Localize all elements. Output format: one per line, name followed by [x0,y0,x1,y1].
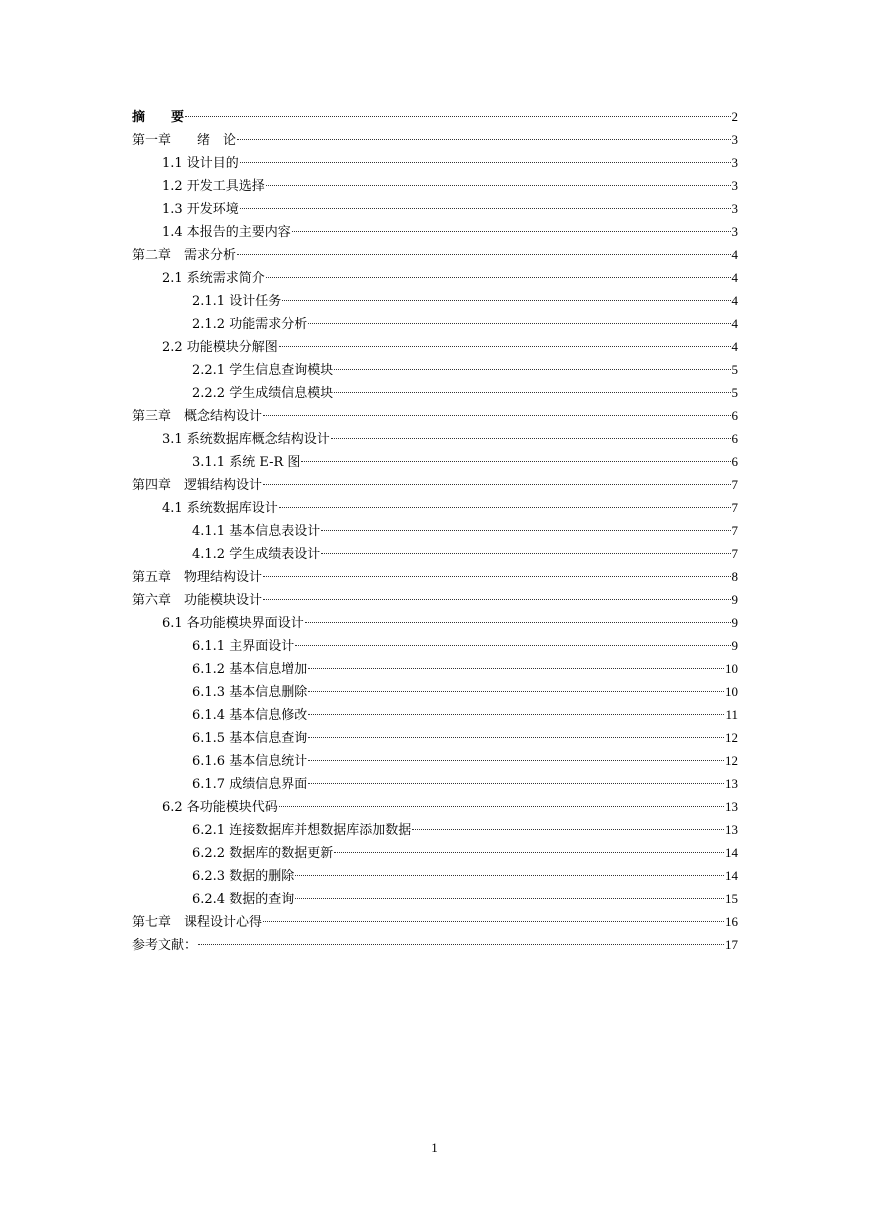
toc-entry[interactable] [132,312,738,335]
toc-entry-page: 9 [731,592,738,607]
toc-entry-title: 第五章 物理结构设计 [132,570,263,585]
toc-dot-leader [185,116,730,117]
toc-entry-title: 6.1.7 成绩信息界面 [192,777,308,792]
toc-entry-title: 6.1.1 主界面设计 [192,639,295,654]
toc-entry[interactable] [132,496,738,519]
toc-entry-page: 9 [731,638,738,653]
toc-entry-page: 16 [725,914,738,929]
toc-entry[interactable] [132,795,738,818]
toc-dot-leader [334,369,730,370]
toc-entry[interactable] [132,105,738,128]
toc-entry-title: 3.1.1 系统 E-R 图 [192,455,301,470]
toc-entry-title: 1.4 本报告的主要内容 [162,225,291,240]
toc-entry-title: 摘 要 [132,110,185,125]
toc-entry-title: 2.2.1 学生信息查询模块 [192,363,334,378]
toc-entry[interactable] [132,128,738,151]
toc-entry[interactable] [132,726,738,749]
page-number: 1 [431,1140,438,1155]
toc-dot-leader [308,714,724,715]
toc-entry-title: 第四章 逻辑结构设计 [132,478,263,493]
toc-entry-title: 4.1 系统数据库设计 [162,501,278,516]
toc-entry[interactable] [132,243,738,266]
toc-entry-page: 3 [731,178,738,193]
toc-entry[interactable] [132,841,738,864]
toc-entry-page: 2 [731,109,738,124]
toc-entry[interactable] [132,174,738,197]
toc-dot-leader [263,599,730,600]
toc-entry[interactable] [132,289,738,312]
toc-entry-title: 2.1.1 设计任务 [192,294,282,309]
toc-entry-title: 1.3 开发环境 [162,202,239,217]
toc-dot-leader [237,139,730,140]
toc-dot-leader [308,737,724,738]
toc-entry-title: 3.1 系统数据库概念结构设计 [162,432,330,447]
toc-dot-leader [412,829,724,830]
toc-entry-title: 6.2.3 数据的删除 [192,869,295,884]
toc-entry-title: 6.2.1 连接数据库并想数据库添加数据 [192,823,412,838]
toc-entry[interactable] [132,910,738,933]
toc-entry-page: 7 [731,523,738,538]
toc-dot-leader [321,553,730,554]
toc-entry[interactable] [132,887,738,910]
toc-entry-page: 17 [725,937,738,952]
toc-entry-page: 6 [731,431,738,446]
toc-entry-title: 2.1.2 功能需求分析 [192,317,308,332]
toc-entry[interactable] [132,450,738,473]
toc-entry-title: 第一章 绪 论 [132,133,237,148]
toc-dot-leader [308,783,724,784]
toc-entry-page: 3 [731,224,738,239]
toc-entry-title: 4.1.2 学生成绩表设计 [192,547,321,562]
toc-dot-leader [292,231,731,232]
toc-entry-page: 12 [725,730,738,745]
toc-dot-leader [305,622,731,623]
toc-dot-leader [263,921,724,922]
toc-dot-leader [295,875,724,876]
toc-entry[interactable] [132,818,738,841]
toc-entry[interactable] [132,749,738,772]
toc-entry-page: 5 [731,362,738,377]
toc-entry-title: 2.1 系统需求简介 [162,271,265,286]
toc-entry[interactable] [132,565,738,588]
toc-entry[interactable] [132,381,738,404]
toc-entry[interactable] [132,772,738,795]
toc-entry[interactable] [132,404,738,427]
toc-dot-leader [295,645,730,646]
toc-entry-page: 10 [725,661,738,676]
toc-dot-leader [282,300,730,301]
toc-entry-title: 第六章 功能模块设计 [132,593,263,608]
toc-entry-title: 6.1 各功能模块界面设计 [162,616,304,631]
toc-entry-title: 2.2 功能模块分解图 [162,340,278,355]
toc-entry-title: 6.2 各功能模块代码 [162,800,278,815]
toc-entry-page: 4 [731,247,738,262]
toc-entry-page: 7 [731,546,738,561]
toc-entry-page: 7 [731,477,738,492]
toc-entry-page: 4 [731,339,738,354]
toc-entry-page: 4 [731,293,738,308]
toc-entry-page: 4 [731,270,738,285]
toc-dot-leader [308,760,724,761]
toc-entry-page: 3 [731,201,738,216]
toc-entry[interactable] [132,197,738,220]
toc-entry-title: 2.2.2 学生成绩信息模块 [192,386,334,401]
toc-dot-leader [237,254,730,255]
toc-dot-leader [308,323,730,324]
toc-entry-page: 3 [731,132,738,147]
toc-dot-leader [279,806,724,807]
toc-entry[interactable] [132,634,738,657]
toc-dot-leader [334,852,724,853]
toc-entry-page: 13 [725,799,738,814]
toc-entry[interactable] [132,358,738,381]
toc-entry-page: 8 [731,569,738,584]
toc-entry[interactable] [132,864,738,887]
toc-entry-title: 6.1.5 基本信息查询 [192,731,308,746]
toc-dot-leader [240,162,731,163]
toc-entry-title: 第二章 需求分析 [132,248,237,263]
toc-entry-title: 6.2.2 数据库的数据更新 [192,846,334,861]
toc-dot-leader [308,668,724,669]
toc-dot-leader [266,277,731,278]
toc-dot-leader [263,484,730,485]
table-of-contents [132,105,738,956]
toc-entry-page: 12 [725,753,738,768]
toc-dot-leader [321,530,730,531]
toc-entry-title: 6.1.2 基本信息增加 [192,662,308,677]
toc-entry-page: 11 [725,707,738,722]
toc-entry-page: 10 [725,684,738,699]
toc-entry[interactable] [132,266,738,289]
toc-dot-leader [240,208,731,209]
toc-entry[interactable] [132,542,738,565]
toc-dot-leader [334,392,730,393]
toc-entry[interactable] [132,680,738,703]
toc-entry[interactable] [132,519,738,542]
toc-entry-page: 14 [725,868,738,883]
toc-dot-leader [279,507,731,508]
toc-entry-page: 15 [725,891,738,906]
toc-entry-page: 9 [731,615,738,630]
toc-entry[interactable] [132,933,738,956]
toc-entry-page: 6 [731,454,738,469]
toc-dot-leader [308,691,724,692]
toc-entry-title: 参考文献： [132,938,198,953]
toc-entry[interactable] [132,335,738,358]
toc-entry[interactable] [132,657,738,680]
toc-dot-leader [295,898,724,899]
toc-entry[interactable] [132,220,738,243]
toc-entry[interactable] [132,703,738,726]
toc-entry-title: 6.2.4 数据的查询 [192,892,295,907]
toc-entry-page: 5 [731,385,738,400]
toc-entry[interactable] [132,473,738,496]
toc-entry-page: 3 [731,155,738,170]
toc-entry[interactable] [132,427,738,450]
toc-entry-title: 第三章 概念结构设计 [132,409,263,424]
toc-dot-leader [279,346,731,347]
toc-entry-title: 1.2 开发工具选择 [162,179,265,194]
toc-dot-leader [263,415,730,416]
toc-entry-title: 第七章 课程设计心得 [132,915,263,930]
toc-dot-leader [198,944,724,945]
toc-entry[interactable] [132,151,738,174]
toc-entry-page: 4 [731,316,738,331]
toc-entry-title: 6.1.6 基本信息统计 [192,754,308,769]
toc-entry-title: 4.1.1 基本信息表设计 [192,524,321,539]
toc-entry-page: 13 [725,822,738,837]
toc-dot-leader [331,438,731,439]
toc-entry-page: 6 [731,408,738,423]
toc-entry-title: 6.1.3 基本信息删除 [192,685,308,700]
toc-dot-leader [301,461,730,462]
toc-entry-title: 1.1 设计目的 [162,156,239,171]
toc-entry-page: 14 [725,845,738,860]
toc-entry-page: 7 [731,500,738,515]
toc-entry-page: 13 [725,776,738,791]
toc-dot-leader [266,185,731,186]
toc-dot-leader [263,576,730,577]
toc-entry[interactable] [132,611,738,634]
toc-entry-title: 6.1.4 基本信息修改 [192,708,308,723]
toc-entry[interactable] [132,588,738,611]
